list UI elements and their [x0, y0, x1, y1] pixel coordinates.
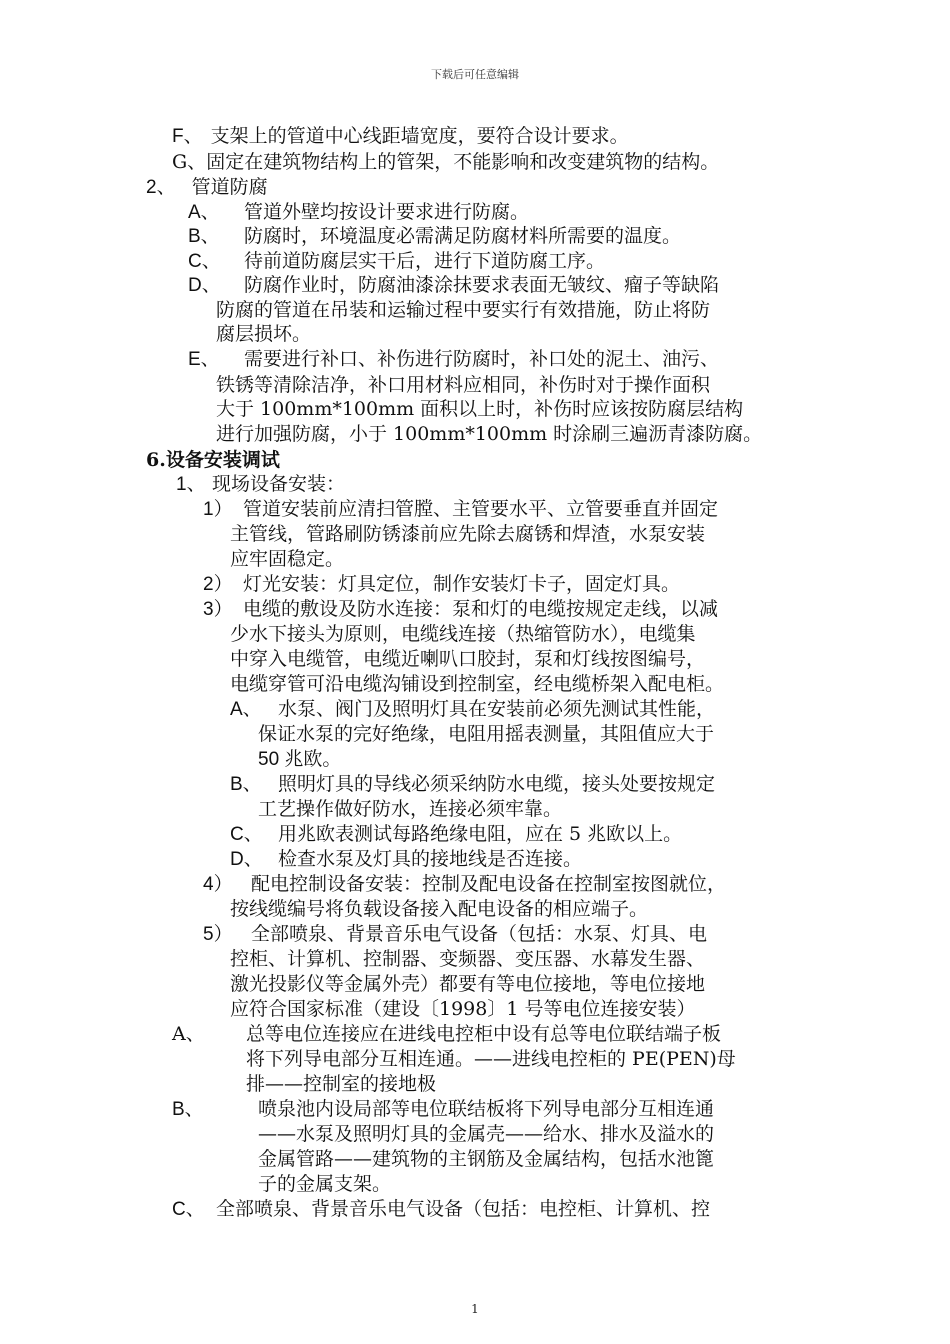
text-line: 进行加强防腐，小于 100mm*100mm 时涂刷三遍沥青漆防腐。 [216, 423, 763, 445]
list-item: B、 照明灯具的导线必须采纳防水电缆，接头处要按规定 [230, 773, 716, 795]
text-line: 按线缆编号将负载设备接入配电设备的相应端子。 [230, 898, 649, 920]
list-item: A、 管道外壁均按设计要求进行防腐。 [188, 201, 530, 223]
text-line: G、固定在建筑物结构上的管架，不能影响和改变建筑物的结构。 [172, 151, 720, 173]
text-line: 工艺操作做好防水，连接必须牢靠。 [258, 798, 563, 820]
text-line: 应符合国家标准（建设〔1998〕1 号等电位连接安装） [230, 998, 696, 1020]
section-heading: 2、 管道防腐 [146, 176, 268, 198]
text-line: 腐层损坏。 [216, 323, 312, 345]
list-item: D、 防腐作业时，防腐油漆涂抹要求表面无皱纹、瘤子等缺陷 [188, 274, 720, 296]
text-line: 中穿入电缆管，电缆近喇叭口胶封，泵和灯线按图编号， [230, 648, 706, 670]
text-line: 子的金属支架。 [258, 1173, 392, 1195]
text-line: 少水下接头为原则，电缆线连接（热缩管防水），电缆集 [230, 623, 696, 645]
text-line: 防腐的管道在吊装和运输过程中要实行有效措施，防止将防 [216, 299, 711, 321]
list-item: 1） 管道安装前应清扫管膛、主管要水平、立管要垂直并固定 [203, 498, 719, 520]
text-line: 主管线，管路刷防锈漆前应先除去腐锈和焊渣，水泵安装 [230, 523, 706, 545]
list-item: 5） 全部喷泉、背景音乐电气设备（包括：水泵、灯具、电 [203, 923, 708, 945]
list-item: 4） 配电控制设备安装：控制及配电设备在控制室按图就位， [203, 873, 727, 895]
list-item: C、 全部喷泉、背景音乐电气设备（包括：电控柜、计算机、控 [172, 1198, 711, 1220]
text-line: 金属管路——建筑物的主钢筋及金属结构，包括水池篦 [258, 1148, 715, 1170]
list-item: A、 总等电位连接应在进线电控柜中设有总等电位联结端子板 [172, 1023, 722, 1045]
list-item: B、 喷泉池内设局部等电位联结板将下列导电部分互相连通 [172, 1098, 715, 1120]
text-line: 排——控制室的接地极 [246, 1073, 437, 1095]
list-item: 2） 灯光安装：灯具定位，制作安装灯卡子，固定灯具。 [203, 573, 681, 595]
list-item: A、 水泵、阀门及照明灯具在安装前必须先测试其性能， [230, 698, 716, 720]
text-line: 控柜、计算机、控制器、变频器、变压器、水幕发生器、 [230, 948, 706, 970]
text-line: 50 兆欧。 [258, 749, 342, 770]
text-line: F、 支架上的管道中心线距墙宽度，要符合设计要求。 [172, 125, 629, 147]
text-line: 电缆穿管可沿电缆沟铺设到控制室，经电缆桥架入配电柜。 [230, 673, 725, 695]
text-line: 将下列导电部分互相连通。——进线电控柜的 PE(PEN)母 [246, 1048, 736, 1070]
list-item: C、 待前道防腐层实干后，进行下道防腐工序。 [188, 250, 606, 272]
text-line: 铁锈等清除洁净，补口用材料应相同，补伤时对于操作面积 [216, 374, 711, 396]
list-item: 1、 现场设备安装： [176, 473, 346, 495]
text-line: ——水泵及照明灯具的金属壳——给水、排水及溢水的 [258, 1123, 715, 1145]
list-item: E、 需要进行补口、补伤进行防腐时，补口处的泥土、油污、 [188, 348, 720, 370]
section-heading: 6.设备安装调试 [146, 449, 280, 471]
text-line: 应牢固稳定。 [230, 548, 345, 570]
list-item: C、 用兆欧表测试每路绝缘电阻，应在 5 兆欧以上。 [230, 823, 683, 845]
page-number: 1 [471, 1302, 479, 1316]
text-line: 保证水泵的完好绝缘，电阻用摇表测量，其阻值应大于 [258, 723, 715, 745]
list-item: B、 防腐时，环境温度必需满足防腐材料所需要的温度。 [188, 225, 682, 247]
page-header: 下载后可任意编辑 [431, 68, 519, 81]
text-line: 激光投影仪等金属外壳）都要有等电位接地，等电位接地 [230, 973, 706, 995]
list-item: D、 检查水泵及灯具的接地线是否连接。 [230, 848, 583, 870]
list-item: 3） 电缆的敷设及防水连接：泵和灯的电缆按规定走线，以减 [203, 598, 719, 620]
text-line: 大于 100mm*100mm 面积以上时，补伤时应该按防腐层结构 [216, 398, 744, 420]
